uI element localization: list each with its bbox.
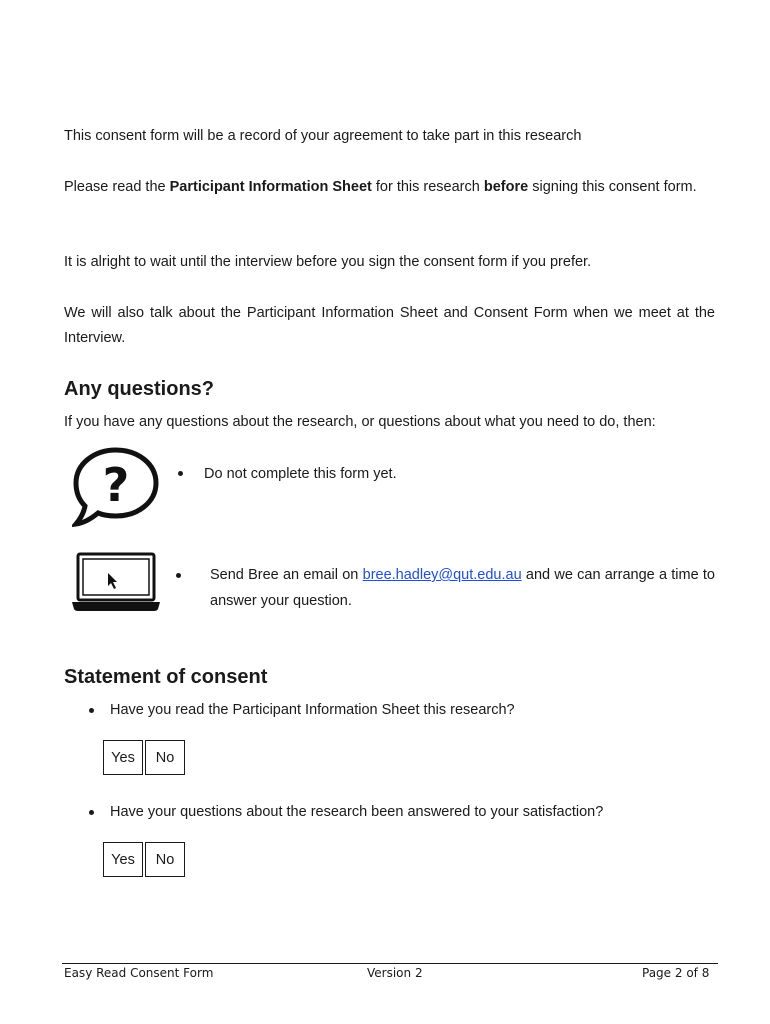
- intro-p2-suffix: signing this consent form.: [528, 179, 697, 195]
- yes-no-choice-1: [103, 740, 185, 778]
- footer-divider: [62, 963, 718, 964]
- footer-version: Version 2: [367, 966, 423, 980]
- intro-p2-prefix: Please read the: [64, 179, 170, 195]
- before-bold: before: [483, 179, 529, 195]
- bullet-dot: [178, 471, 183, 476]
- statement-of-consent-heading: Statement of consent: [64, 666, 268, 688]
- intro-paragraph-1: This consent form will be a record of your agreement to take part in this research: [64, 128, 582, 144]
- bullet-dot: [89, 810, 94, 815]
- no-option[interactable]: No: [145, 740, 185, 775]
- consent-question-1: Have you read the Participant Information Sheet this research?: [110, 702, 515, 718]
- bullet-dot: [89, 708, 94, 713]
- svg-text:?: ?: [102, 458, 130, 512]
- yes-no-choice-2: [103, 842, 185, 880]
- no-option[interactable]: No: [145, 842, 185, 877]
- bullet-send-email: [210, 562, 715, 614]
- intro-paragraph-4: We will also talk about the Participant Information Sheet and Consent Form when we meet at the Interview.: [64, 305, 715, 346]
- email-prefix: Send Bree an email on: [210, 567, 363, 583]
- participant-info-sheet-bold: Participant Information Sheet: [169, 179, 372, 195]
- email-suffix: and we can arrange a time to answer your question.: [210, 567, 716, 609]
- bullet-dot: [176, 573, 181, 578]
- footer-title: Easy Read Consent Form: [64, 966, 214, 980]
- consent-question-2: Have your questions about the research been answered to your satisfaction?: [110, 804, 604, 820]
- intro-paragraph-3: It is alright to wait until the interview before you sign the consent form if you prefer.: [64, 254, 592, 270]
- question-speech-bubble-icon: [72, 446, 160, 528]
- footer-page-number: Page 2 of 8: [642, 966, 710, 980]
- yes-option[interactable]: Yes: [103, 740, 143, 775]
- intro-p2-mid: for this research: [371, 179, 484, 195]
- yes-option[interactable]: Yes: [103, 842, 143, 877]
- bullet-do-not-complete: Do not complete this form yet.: [204, 466, 397, 482]
- intro-paragraph-2: [64, 175, 715, 200]
- any-questions-heading: Any questions?: [64, 378, 215, 400]
- email-link[interactable]: bree.hadley@qut.edu.au: [362, 567, 522, 583]
- questions-lead: If you have any questions about the research, or questions about what you need to do, then:: [64, 414, 656, 430]
- laptop-cursor-icon: [70, 552, 162, 614]
